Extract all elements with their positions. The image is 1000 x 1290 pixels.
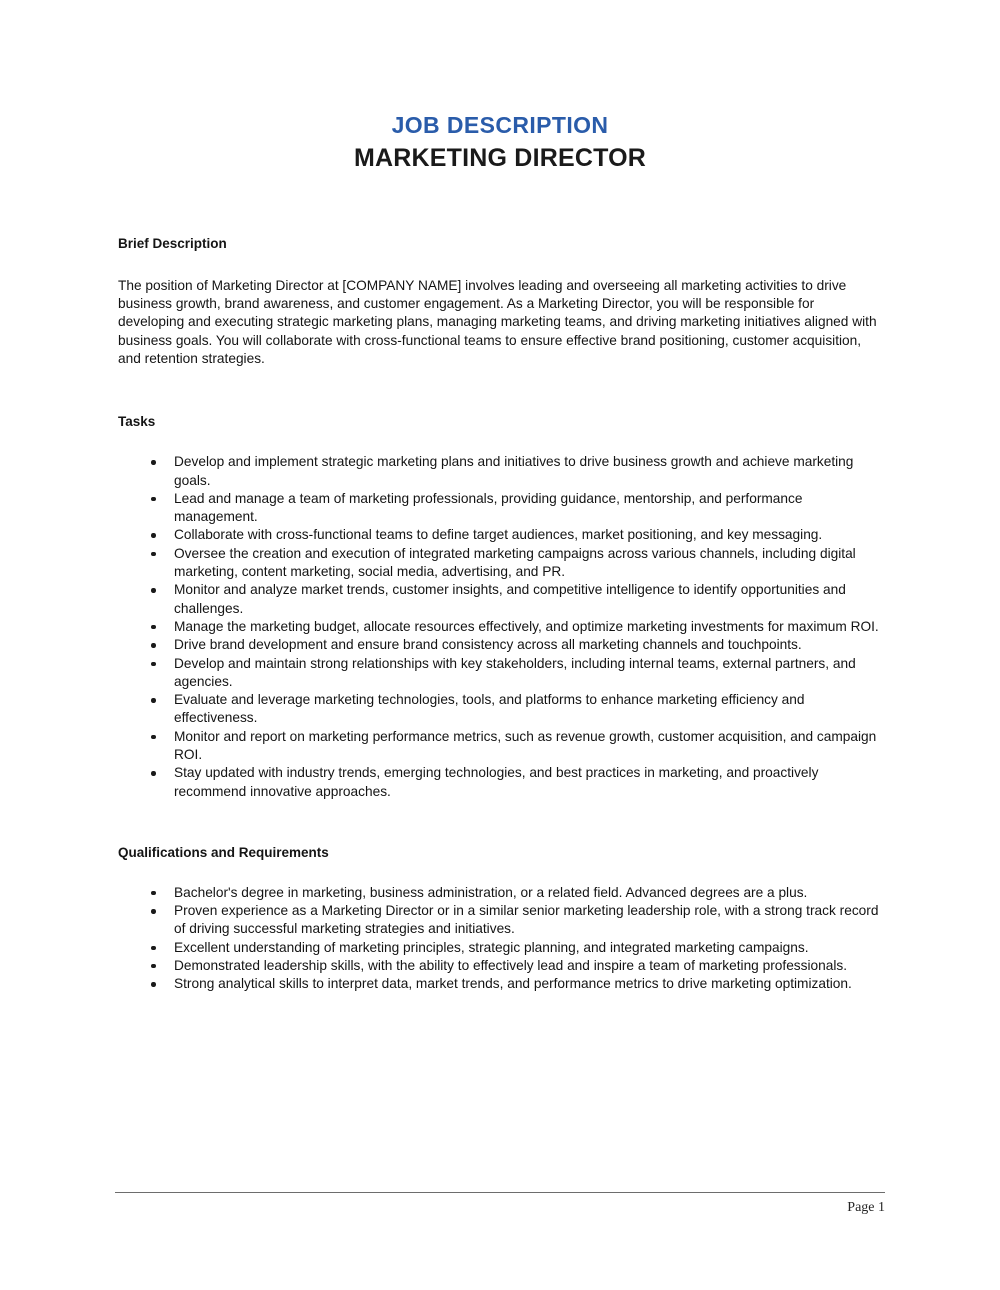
list-item-text: Bachelor's degree in marketing, business administration, or a related field. Advanced degrees are a plus. bbox=[174, 884, 808, 900]
bullet-icon bbox=[151, 552, 156, 557]
document-title-block bbox=[0, 0, 1000, 173]
list-item bbox=[118, 975, 883, 993]
bullet-icon bbox=[151, 964, 156, 969]
bullet-icon bbox=[151, 909, 156, 914]
list-item-text: Strong analytical skills to interpret data, market trends, and performance metrics to drive marketing optimization. bbox=[174, 976, 852, 992]
list-item bbox=[118, 581, 883, 618]
bullet-icon bbox=[151, 662, 156, 667]
brief-description-paragraph: The position of Marketing Director at [COMPANY NAME] involves leading and overseeing all marketing activities to drive business growth, brand awareness, and customer engagement. As a Marketing Director, you will be responsible for developing and executing strategic marketing plans, managing marketing teams, and driving marketing initiatives aligned with business goals. You will collaborate with cross-functional teams to ensure effective brand positioning, customer acquisition, and retention strategies. bbox=[118, 277, 877, 367]
bullet-icon bbox=[151, 533, 156, 538]
list-item-text: Drive brand development and ensure brand consistency across all marketing channels and touchpoints. bbox=[174, 637, 802, 653]
list-item-text: Stay updated with industry trends, emerging technologies, and best practices in marketing, and proactively recommend innovative approaches. bbox=[174, 765, 819, 799]
section-heading-qualifications: Qualifications and Requirements bbox=[118, 844, 329, 860]
bullet-icon bbox=[151, 891, 156, 896]
list-item-text: Manage the marketing budget, allocate resources effectively, and optimize marketing investments for maximum ROI. bbox=[174, 618, 879, 634]
bullet-icon bbox=[151, 643, 156, 648]
list-item bbox=[118, 490, 883, 527]
bullet-icon bbox=[151, 460, 156, 465]
list-item bbox=[118, 764, 883, 801]
list-item bbox=[118, 902, 883, 939]
list-item bbox=[118, 939, 883, 957]
section-tasks bbox=[118, 414, 883, 801]
list-item bbox=[118, 636, 883, 654]
list-item bbox=[118, 728, 883, 765]
list-item bbox=[118, 545, 883, 582]
section-spacer bbox=[118, 368, 883, 414]
bullet-icon bbox=[151, 946, 156, 951]
document-body bbox=[118, 236, 883, 994]
list-item-text: Monitor and analyze market trends, customer insights, and competitive intelligence to identify opportunities and challenges. bbox=[174, 582, 846, 616]
list-item bbox=[118, 884, 883, 902]
section-qualifications bbox=[118, 845, 883, 994]
bullet-icon bbox=[151, 625, 156, 630]
list-item-text: Demonstrated leadership skills, with the ability to effectively lead and inspire a team of marketing professionals. bbox=[174, 957, 848, 973]
list-item bbox=[118, 691, 883, 728]
bullet-icon bbox=[151, 982, 156, 987]
list-item-text: Oversee the creation and execution of integrated marketing campaigns across various channels, including digital marketing, content marketing, social media, advertising, and PR. bbox=[174, 545, 856, 580]
list-item-text: Evaluate and leverage marketing technologies, tools, and platforms to enhance marketing efficiency and effectiveness. bbox=[174, 692, 805, 726]
list-item-text: Develop and implement strategic marketing plans and initiatives to drive business growth and achieve marketing goals. bbox=[174, 454, 854, 488]
list-item bbox=[118, 957, 883, 975]
section-heading-brief-description: Brief Description bbox=[118, 236, 227, 251]
list-item bbox=[118, 655, 883, 692]
document-kicker: JOB DESCRIPTION bbox=[391, 112, 609, 138]
page-number: Page 1 bbox=[847, 1200, 885, 1215]
tasks-list bbox=[118, 453, 883, 801]
list-item-text: Collaborate with cross-functional teams to define target audiences, market positioning, and key messaging. bbox=[174, 527, 823, 543]
bullet-icon bbox=[151, 588, 156, 593]
list-item-text: Proven experience as a Marketing Director or in a similar senior marketing leadership role, with a strong track record of driving successful marketing strategies and initiatives. bbox=[174, 903, 879, 937]
qualifications-list bbox=[118, 884, 883, 994]
page-footer bbox=[115, 1192, 885, 1217]
list-item bbox=[118, 453, 883, 490]
section-spacer bbox=[118, 801, 883, 845]
list-item-text: Develop and maintain strong relationships with key stakeholders, including internal teams, external partners, and agencies. bbox=[174, 655, 856, 689]
footer-divider bbox=[115, 1192, 885, 1193]
bullet-icon bbox=[151, 698, 156, 703]
list-item-text: Lead and manage a team of marketing professionals, providing guidance, mentorship, and performance management. bbox=[174, 490, 803, 525]
bullet-icon bbox=[151, 771, 156, 776]
section-heading-tasks: Tasks bbox=[118, 414, 156, 430]
bullet-icon bbox=[151, 497, 156, 502]
list-item bbox=[118, 618, 883, 636]
bullet-icon bbox=[151, 735, 156, 740]
list-item-text: Monitor and report on marketing performance metrics, such as revenue growth, customer acquisition, and campaign ROI. bbox=[174, 728, 877, 762]
page-title: MARKETING DIRECTOR bbox=[353, 144, 647, 173]
section-brief-description bbox=[118, 236, 883, 368]
list-item bbox=[118, 526, 883, 544]
list-item-text: Excellent understanding of marketing principles, strategic planning, and integrated marketing campaigns. bbox=[174, 939, 809, 955]
